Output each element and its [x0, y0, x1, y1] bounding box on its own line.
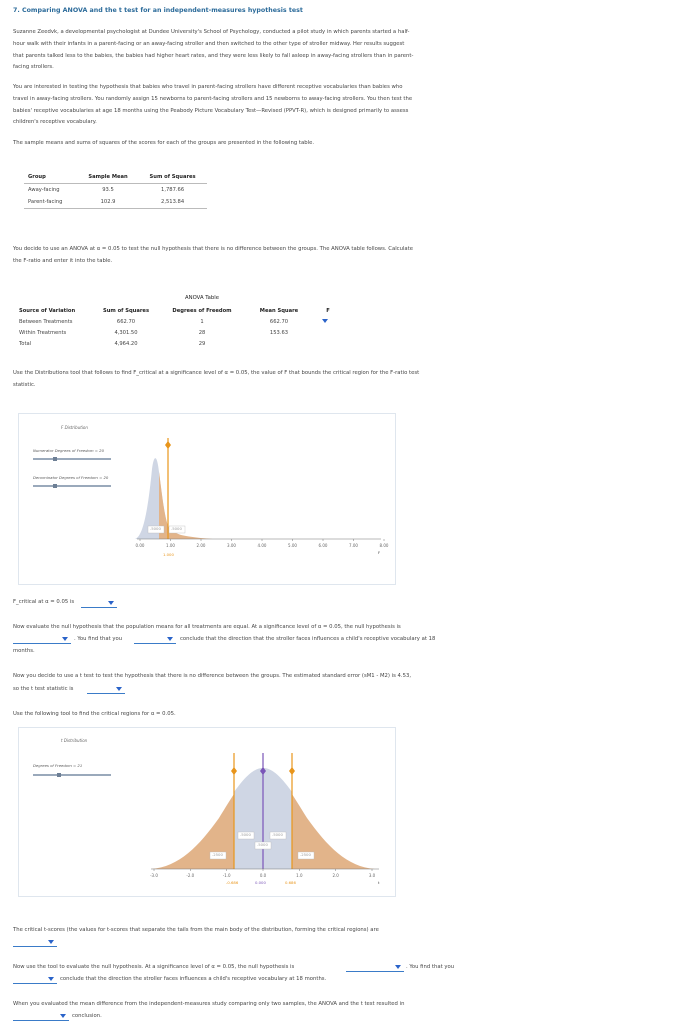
f-right-area: .5000 — [171, 526, 182, 531]
anova-intro-line: You decide to use an ANOVA at α = 0.05 to test the null hypothesis that there is no difference between the groups. The ANOVA table follows. Calculate — [13, 246, 414, 252]
t-intro-line-2: so the t test statistic is — [13, 686, 74, 692]
evaluate-line-1: Now evaluate the null hypothesis that the population means for all treatments are equal. At a significance level of α = 0.05, the null hypothesis is — [13, 624, 401, 630]
intro-line: that parents talked less to the babies, the babies had higher heart rates, and they were less likely to fall asleep in away-facing strollers than in parent- — [13, 52, 414, 59]
t-tick-label: -3.0 — [150, 873, 158, 878]
t-intro-line-1: Now you decide to use a t test to test the hypothesis that there is no difference between the groups. The estimated standard error (sM1 - M2) is 4.53, — [13, 673, 412, 679]
t-tick-label: 2.0 — [332, 873, 339, 878]
t-center-marker-value: 0.000 — [255, 880, 266, 885]
f-ratio-dropdown[interactable] — [312, 316, 344, 327]
chevron-down-icon — [167, 637, 173, 641]
intro-line: children's receptive vocabulary. — [13, 119, 97, 126]
f-tick-label: 6.00 — [318, 543, 328, 548]
t-tick-label: 3.0 — [368, 873, 376, 878]
t-tick-label: -2.0 — [186, 873, 195, 878]
t-statistic-dropdown[interactable] — [87, 684, 125, 694]
t-axis-label: t — [378, 880, 380, 885]
ss-cell: 4,964.20 — [114, 340, 138, 347]
t-tick-label: 0.0 — [259, 873, 267, 878]
t-left-marker-handle[interactable] — [231, 767, 237, 775]
table-row — [16, 316, 344, 327]
table-row — [24, 196, 207, 209]
f-tick-label: 1.00 — [166, 543, 175, 548]
instr-line: Use the Distributions tool that follows to find F_critical at a significance level of α = 0.05, the value of F that bounds the critical region for the F-ratio test — [13, 370, 420, 376]
source-cell: Within Treatments — [19, 329, 67, 336]
f-tick-label: 8.00 — [379, 543, 389, 548]
t-tail-right-area: .2500 — [300, 852, 311, 857]
table-row — [16, 338, 344, 349]
t-center-mid-area: .5000 — [257, 842, 268, 847]
intro-paragraph-3: The sample means and sums of squares of the scores for each of the groups are presented in the following table. — [13, 140, 315, 146]
chevron-down-icon — [62, 637, 68, 641]
critical-t-dropdown[interactable] — [13, 937, 57, 947]
final-line-1: When you evaluated the mean difference from the independent-measures study comparing only two samples, the ANOVA and the t test resulted in — [13, 1001, 405, 1007]
source-cell: Total — [19, 340, 32, 347]
f-tick-label: 3.00 — [227, 543, 236, 548]
group-header: Group — [24, 171, 78, 184]
intro-line: hour walk with their infants in a parent-facing or an away-facing stroller and then switched to the other type of stroller midway. Her results suggest — [13, 40, 405, 47]
t-tool-title: t Distribution — [61, 738, 88, 743]
ms-header: Mean Square — [259, 307, 299, 314]
group-table — [24, 171, 207, 209]
group-mean: 102.9 — [78, 196, 138, 209]
t-eval-line-1: Now use the tool to evaluate the null hypothesis. At a significance level of α = 0.05, the null hypothesis is — [13, 964, 295, 970]
conclude-dropdown[interactable] — [134, 634, 176, 644]
ms-cell: 153.63 — [269, 329, 289, 336]
f-tick-label: 5.00 — [288, 543, 297, 548]
f-marker-value: 1.000 — [163, 552, 174, 557]
chevron-down-icon — [116, 687, 122, 691]
t-right-marker-value: 0.686 — [285, 880, 296, 885]
f-axis-label: F — [378, 550, 381, 555]
evaluate-line-3: months. — [13, 648, 35, 654]
f-header: F — [326, 307, 330, 314]
group-mean: 93.5 — [102, 187, 114, 193]
evaluate-line-2a: . You find that you — [74, 636, 123, 642]
t-center-right-area: .5000 — [272, 832, 283, 837]
group-ss: 2,513.84 — [138, 196, 207, 209]
chevron-down-icon — [395, 965, 401, 969]
table-row — [16, 327, 344, 338]
df-cell: 28 — [198, 329, 206, 336]
group-name: Parent-facing — [24, 196, 78, 209]
intro-paragraph-2 — [13, 82, 485, 129]
intro-line: You are interested in testing the hypothesis that babies who travel in parent-facing strollers have different receptive vocabularies than babies who — [13, 84, 403, 90]
t-distribution-tool[interactable] — [18, 727, 396, 897]
source-cell: Between Treatments — [19, 318, 73, 325]
source-header: Source of Variation — [19, 307, 76, 314]
ms-cell: 662.70 — [269, 318, 289, 325]
evaluate-line-2b: conclude that the direction that the stroller faces influences a child's receptive vocabulary at 18 — [180, 636, 436, 642]
anova-intro-line: the F-ratio and enter it into the table. — [13, 257, 113, 264]
final-line-2: conclusion. — [72, 1013, 102, 1019]
chevron-down-icon — [48, 940, 54, 944]
f-tool-title: F Distribution — [61, 425, 88, 430]
t-right-marker-handle[interactable] — [289, 767, 295, 775]
anova-intro — [13, 244, 485, 268]
f-tick-label: 7.00 — [349, 543, 358, 548]
df-cell: 1 — [200, 318, 204, 325]
ss-cell: 4,301.50 — [114, 329, 138, 336]
mean-header: Sample Mean — [78, 171, 138, 184]
anova-caption: ANOVA Table — [185, 295, 219, 301]
question-title: 7. Comparing ANOVA and the t test for an independent-measures hypothesis test — [13, 7, 303, 14]
df-cell: 29 — [198, 340, 206, 347]
f-distribution-tool[interactable] — [18, 413, 396, 585]
critical-t-text: The critical t-scores (the values for t-scores that separate the tails from the main body of the distribution, forming the critical regions) are — [13, 927, 379, 933]
chevron-down-icon — [48, 977, 54, 981]
final-conclusion-dropdown[interactable] — [13, 1011, 69, 1021]
t-distribution-chart — [19, 728, 395, 896]
f-tick-label: 2.00 — [196, 543, 206, 548]
t-null-decision-dropdown[interactable] — [346, 962, 404, 972]
df-header: Degrees of Freedom — [172, 307, 232, 314]
chevron-down-icon — [108, 601, 114, 605]
group-name: Away-facing — [28, 187, 60, 193]
f-distribution-chart — [19, 414, 395, 584]
f-critical-dropdown[interactable] — [81, 598, 117, 608]
denominator-df-label: Denominator Degrees of Freedom = 20 — [33, 475, 109, 480]
chevron-down-icon — [322, 319, 328, 323]
f-critical-label: F_critical at α = 0.05 is — [13, 599, 75, 605]
t-center-left-area: .5000 — [240, 832, 251, 837]
t-tail-left-area: .2500 — [212, 852, 223, 857]
intro-paragraph-1 — [13, 27, 485, 74]
instr-line: statistic. — [13, 381, 36, 388]
t-tick-label: 1.0 — [296, 873, 303, 878]
t-tool-instructions: Use the following tool to find the critical regions for α = 0.05. — [13, 711, 176, 717]
null-decision-dropdown[interactable] — [13, 634, 71, 644]
f-tick-label: 4.00 — [257, 543, 267, 548]
ss-header: Sum of Squares — [102, 307, 150, 314]
f-left-area: .5000 — [150, 526, 161, 531]
t-left-marker-value: -0.686 — [226, 880, 239, 885]
chevron-down-icon — [60, 1014, 66, 1018]
intro-line: Suzanne Zeedvk, a developmental psychologist at Dundee University's School of Psychology, conducted a pilot study in which parents started a half- — [13, 29, 410, 35]
f-marker-handle[interactable] — [165, 441, 171, 449]
t-eval-line-1b: . You find that you — [406, 964, 455, 970]
ss-cell: 662.70 — [116, 318, 136, 325]
t-tick-label: -1.0 — [222, 873, 231, 878]
group-ss: 1,787.66 — [161, 187, 185, 193]
intro-line: babies' receptive vocabularies at age 18 months using the Peabody Picture Vocabulary Test—Revised (PPVT-R), which is designed primarily to assess — [13, 107, 409, 114]
t-eval-line-2: conclude that the direction the stroller faces influences a child's receptive vocabulary at 18 months. — [60, 976, 327, 982]
t-df-label: Degrees of Freedom = 21 — [33, 763, 83, 768]
anova-table — [16, 305, 344, 349]
intro-line: travel in away-facing strollers. You randomly assign 15 newborns to parent-facing strollers and 15 newborns to away-facing strollers. You then test the — [13, 95, 413, 102]
f-tick-label: 0.00 — [135, 543, 145, 548]
f-tool-instructions — [13, 368, 485, 392]
intro-line: facing strollers. — [13, 64, 54, 71]
numerator-df-label: Numerator Degrees of Freedom = 20 — [33, 448, 104, 453]
ss-header: Sum of Squares — [138, 171, 207, 184]
table-row — [24, 184, 207, 197]
t-conclude-dropdown[interactable] — [13, 974, 57, 984]
